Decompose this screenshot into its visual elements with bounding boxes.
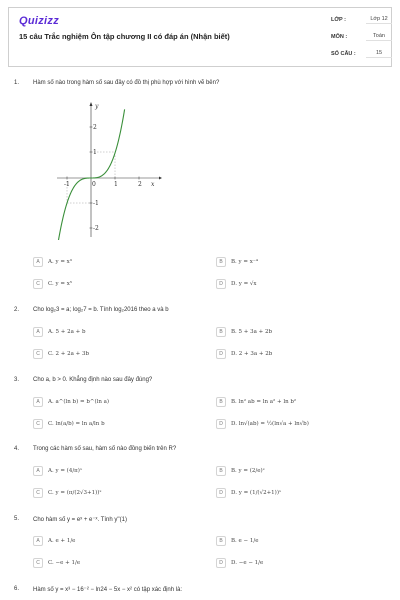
answer-letter: C [33, 349, 43, 359]
answer-text: A. a^(ln b) = b^(ln a) [48, 399, 110, 405]
y-tick-label: 2 [93, 124, 97, 131]
answer-letter: A [33, 257, 43, 267]
answer-option[interactable] [33, 418, 105, 430]
answer-letter: B [216, 397, 226, 407]
x-axis-arrow [159, 177, 162, 180]
quizizz-logo: Quizizz [19, 15, 59, 27]
answer-option[interactable] [33, 278, 72, 290]
answer-option[interactable] [33, 396, 109, 408]
x-tick-label: -1 [64, 181, 70, 188]
question-number: 2. [14, 307, 20, 313]
answer-text: D. y = √x [231, 281, 257, 287]
answer-letter: D [216, 279, 226, 289]
answer-option[interactable] [216, 418, 309, 430]
question-text: Cho a, b > 0. Khẳng định nào sau đây đúng? [33, 377, 153, 383]
answer-letter: A [33, 466, 43, 476]
question-text: Cho hàm số y = eˣ + e⁻ˣ. Tính y''(1) [33, 517, 127, 523]
question-text: Hàm số nào trong hàm số sau đây có đồ thị phù hợp với hình vẽ bên? [33, 80, 220, 86]
answer-option[interactable] [33, 348, 89, 360]
answer-letter: A [33, 327, 43, 337]
answer-option[interactable] [216, 256, 258, 268]
page-title: 15 câu Trắc nghiệm Ôn tập chương II có đáp án (Nhận biết) [19, 32, 230, 41]
answer-text: B. ln² ab = ln a² + ln b² [231, 399, 297, 405]
answer-letter: D [216, 488, 226, 498]
answer-letter: B [216, 257, 226, 267]
answer-option[interactable] [216, 396, 296, 408]
answer-text: B. 5 + 3a + 2b [231, 329, 273, 335]
question-number: 6. [14, 586, 20, 592]
answer-text: A. y = x³ [48, 259, 72, 265]
answer-letter: B [216, 466, 226, 476]
answer-letter: C [33, 488, 43, 498]
question-text: Cho log₂3 = a; log₂7 = b. Tính log₂2016 theo a và b [33, 307, 169, 313]
answer-text: B. y = x⁻⁴ [231, 259, 258, 265]
answer-option[interactable] [33, 465, 82, 477]
answer-letter: C [33, 419, 43, 429]
answer-text: C. −e + 1/e [48, 560, 81, 566]
meta-label-class: LỚP : [331, 17, 346, 23]
question-text: Hàm số y = x³ − 16⁻² − ln24 − 5x − x² có tập xác định là: [33, 587, 183, 593]
meta-value-count: 15 [366, 50, 392, 58]
header-box [8, 7, 392, 67]
answer-text: C. y = (π/(2√3+1))ˣ [48, 490, 102, 496]
answer-option[interactable] [33, 535, 75, 547]
answer-letter: B [216, 327, 226, 337]
x-axis-label: x [151, 181, 155, 188]
answer-text: C. 2 + 2a + 3b [48, 351, 90, 357]
answer-letter: D [216, 419, 226, 429]
function-graph [55, 100, 165, 240]
answer-text: D. −e − 1/e [231, 560, 264, 566]
answer-option[interactable] [216, 535, 259, 547]
answer-option[interactable] [33, 326, 85, 338]
question-number: 4. [14, 446, 20, 452]
answer-text: C. y = x⁵ [48, 281, 73, 287]
answer-text: B. e − 1/e [231, 538, 259, 544]
answer-option[interactable] [216, 348, 272, 360]
answer-text: D. y = (1/(√2+1))ˣ [231, 490, 282, 496]
y-axis-label: y [95, 103, 99, 110]
answer-option[interactable] [216, 487, 281, 499]
meta-label-subject: MÔN : [331, 34, 348, 40]
answer-text: A. e + 1/e [48, 538, 76, 544]
answer-text: D. 2 + 3a + 2b [231, 351, 273, 357]
x-tick-label: 0 [92, 181, 96, 188]
answer-letter: C [33, 279, 43, 289]
x-tick-label: 1 [114, 181, 118, 188]
answer-text: C. ln(a/b) = ln a/ln b [48, 421, 105, 427]
answer-text: A. y = (4/π)ˣ [48, 468, 83, 474]
answer-option[interactable] [216, 278, 257, 290]
answer-letter: B [216, 536, 226, 546]
cubic-curve [55, 109, 124, 240]
answer-option[interactable] [216, 465, 265, 477]
meta-value-class: Lớp 12 [366, 16, 392, 24]
question-number: 1. [14, 80, 20, 86]
answer-option[interactable] [33, 487, 102, 499]
question-number: 5. [14, 516, 20, 522]
y-tick-label: 1 [93, 149, 97, 156]
y-tick-label: -1 [93, 200, 99, 207]
answer-text: A. 5 + 2a + b [48, 329, 86, 335]
y-tick-label: -2 [93, 225, 99, 232]
answer-option[interactable] [33, 557, 80, 569]
answer-letter: D [216, 349, 226, 359]
answer-text: D. ln√(ab) = ½(ln√a + ln√b) [231, 421, 309, 427]
answer-letter: D [216, 558, 226, 568]
question-text: Trong các hàm số sau, hàm số nào đồng biến trên R? [33, 446, 177, 452]
answer-letter: A [33, 536, 43, 546]
answer-option[interactable] [33, 256, 72, 268]
y-axis-arrow [90, 102, 93, 106]
meta-value-subject: Toán [366, 33, 392, 41]
answer-option[interactable] [216, 557, 263, 569]
x-tick-label: 2 [138, 181, 142, 188]
meta-label-count: SỐ CÂU : [331, 51, 356, 57]
answer-letter: A [33, 397, 43, 407]
answer-text: B. y = (2/e)ˣ [231, 468, 265, 474]
question-number: 3. [14, 377, 20, 383]
answer-option[interactable] [216, 326, 272, 338]
answer-letter: C [33, 558, 43, 568]
